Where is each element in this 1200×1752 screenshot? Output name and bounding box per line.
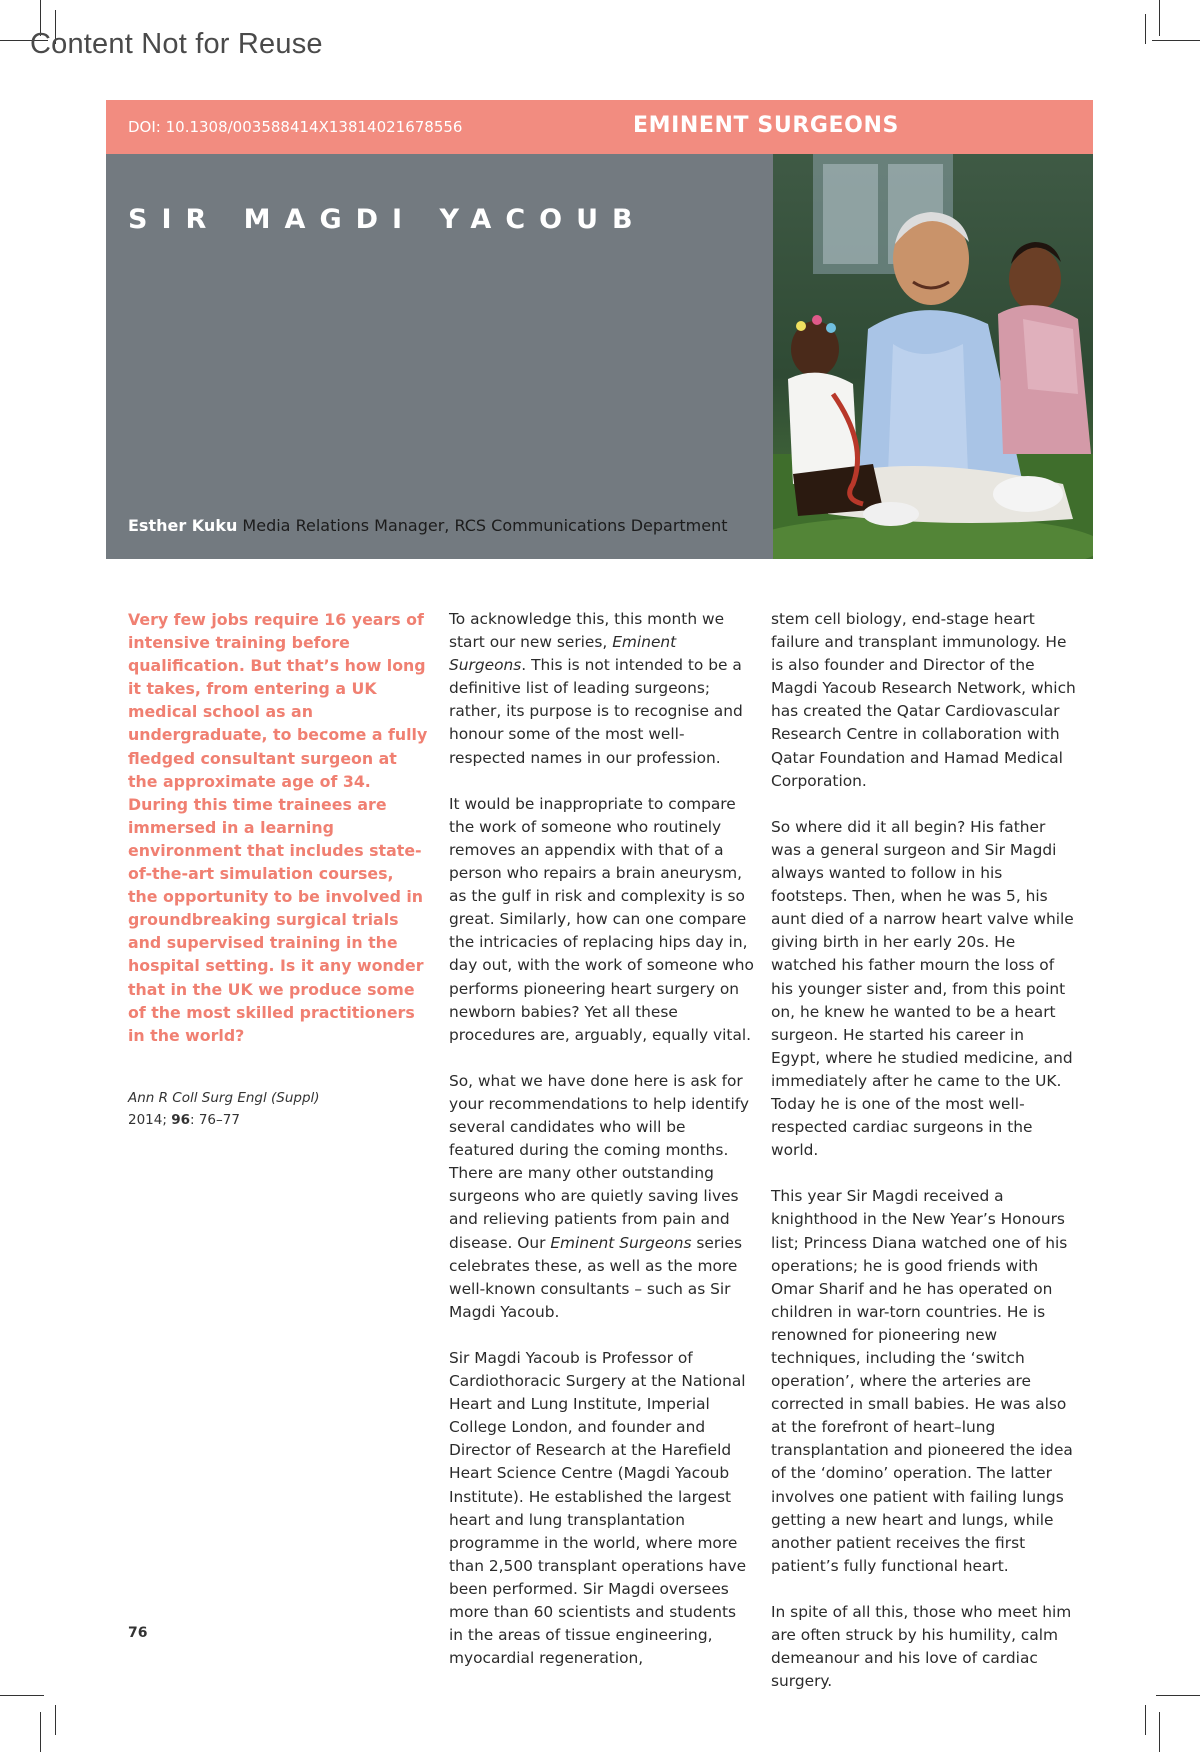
portrait-photo	[773, 154, 1093, 559]
column-intro	[128, 608, 428, 1131]
crop-mark	[55, 1705, 56, 1735]
series-name: Eminent Surgeons	[550, 1233, 692, 1252]
crop-mark	[1145, 1705, 1146, 1735]
crop-mark	[1159, 1712, 1160, 1752]
crop-mark	[1145, 14, 1146, 44]
page-number: 76	[128, 1625, 148, 1641]
column-body-2	[771, 608, 1076, 1717]
citation-pages: : 76–77	[190, 1111, 240, 1128]
author-line	[128, 516, 728, 535]
citation-volume: 96	[171, 1111, 190, 1128]
citation-year: 2014;	[128, 1111, 172, 1128]
column-body-1	[449, 608, 754, 1693]
text-run: So, what we have done here is ask for your recommendations to help identify several candidates who will be featured during the coming months. There are many other outstanding surgeons who are quietly saving lives and relieving patients from pain and disease. Our	[449, 1071, 749, 1252]
photo-illustration	[773, 154, 1093, 559]
citation	[128, 1087, 428, 1131]
crop-mark	[1156, 1695, 1200, 1696]
paragraph: This year Sir Magdi received a knighthood in the New Year’s Honours list; Princess Diana watched one of his operations; he is good friends with Omar Sharif and he has operated on children in war-torn countries. He is renowned for pioneering new techniques, including the ‘switch operation’, where the arteries are corrected in small babies. He was also at the forefront of heart–lung transplantation and pioneered the idea of the ‘domino’ operation. The latter involves one patient with failing lungs getting a new heart and lungs, while another patient receives the first patient’s fully functional heart.	[771, 1187, 1073, 1575]
standfirst: Very few jobs require 16 years of intensive training before qualification. But that’s how long it takes, from entering a UK medical school as an undergraduate, to become a fully fledged consultant surgeon at the approximate age of 34. During this time trainees are immersed in a learning environment that includes state-of-the-art simulation courses, the opportunity to be involved in groundbreaking surgical trials and supervised training in the hospital setting. Is it any wonder that in the UK we produce some of the most skilled practitioners in the world?	[128, 610, 428, 1045]
crop-mark	[0, 1695, 44, 1696]
citation-journal: Ann R Coll Surg Engl (Suppl)	[128, 1089, 320, 1106]
paragraph: stem cell biology, end-stage heart failure and transplant immunology. He is also founder and Director of the Magdi Yacoub Research Network, which has created the Qatar Cardiovascular Research Centre in collaboration with Qatar Foundation and Hamad Medical Corporation.	[771, 610, 1076, 790]
series-title: EMINENT SURGEONS	[633, 113, 899, 138]
crop-mark	[1159, 0, 1160, 36]
paragraph: Sir Magdi Yacoub is Professor of Cardiothoracic Surgery at the National Heart and Lung Institute, Imperial College London, and founder and Director of Research at the Harefield Heart Science Centre (Magdi Yacoub Institute). He established the largest heart and lung transplantation programme in the world, where more than 2,500 transplant operations have been performed. Sir Magdi oversees more than 60 scientists and students in the areas of tissue engineering, myocardial regeneration,	[449, 1349, 747, 1668]
paragraph: So where did it all begin? His father was a general surgeon and Sir Magdi always wanted to follow in his footsteps. Then, when he was 5, his aunt died of a narrow heart valve while giving birth in her early 20s. He watched his father mourn the loss of his younger sister and, from this point on, he knew he wanted to be a heart surgeon. He started his career in Egypt, where he studied medicine, and immediately after he came to the UK. Today he is one of the most well-respected cardiac surgeons in the world.	[771, 817, 1074, 1160]
header-bar	[106, 100, 1093, 154]
author-role: Media Relations Manager, RCS Communications Department	[237, 516, 728, 535]
text-run: series celebrates these, as well as the more well-known consultants – such as Sir Magdi Yacoub.	[449, 1233, 742, 1321]
text-run: To acknowledge this, this month we start our new series,	[449, 610, 725, 652]
text-run: . This is not intended to be a definitive list of leading surgeons; rather, its purpose is to recognise and honour some of the most well-respected names in our profession.	[449, 656, 743, 767]
series-name: Eminent Surgeons	[449, 633, 677, 675]
article-title: SIR MAGDI YACOUB	[128, 204, 647, 235]
hero-panel	[106, 154, 773, 559]
doi-link[interactable]: DOI: 10.1308/003588414X13814021678556	[128, 118, 463, 136]
paragraph	[449, 608, 754, 770]
paragraph	[449, 1070, 754, 1324]
paragraph: It would be inappropriate to compare the work of someone who routinely removes an appendix with that of a person who repairs a brain aneurysm, as the gulf in risk and complexity is so great. Similarly, how can one compare the intricacies of replacing hips day in, day out, with the work of someone who performs pioneering heart surgery on newborn babies? Yet all these procedures are, arguably, equally vital.	[449, 794, 754, 1044]
crop-mark	[40, 1712, 41, 1752]
author-name: Esther Kuku	[128, 516, 238, 535]
watermark: Content Not for Reuse	[30, 28, 323, 60]
crop-mark	[1152, 40, 1200, 41]
paragraph: In spite of all this, those who meet him are often struck by his humility, calm demeanour and his love of cardiac surgery.	[771, 1603, 1072, 1691]
